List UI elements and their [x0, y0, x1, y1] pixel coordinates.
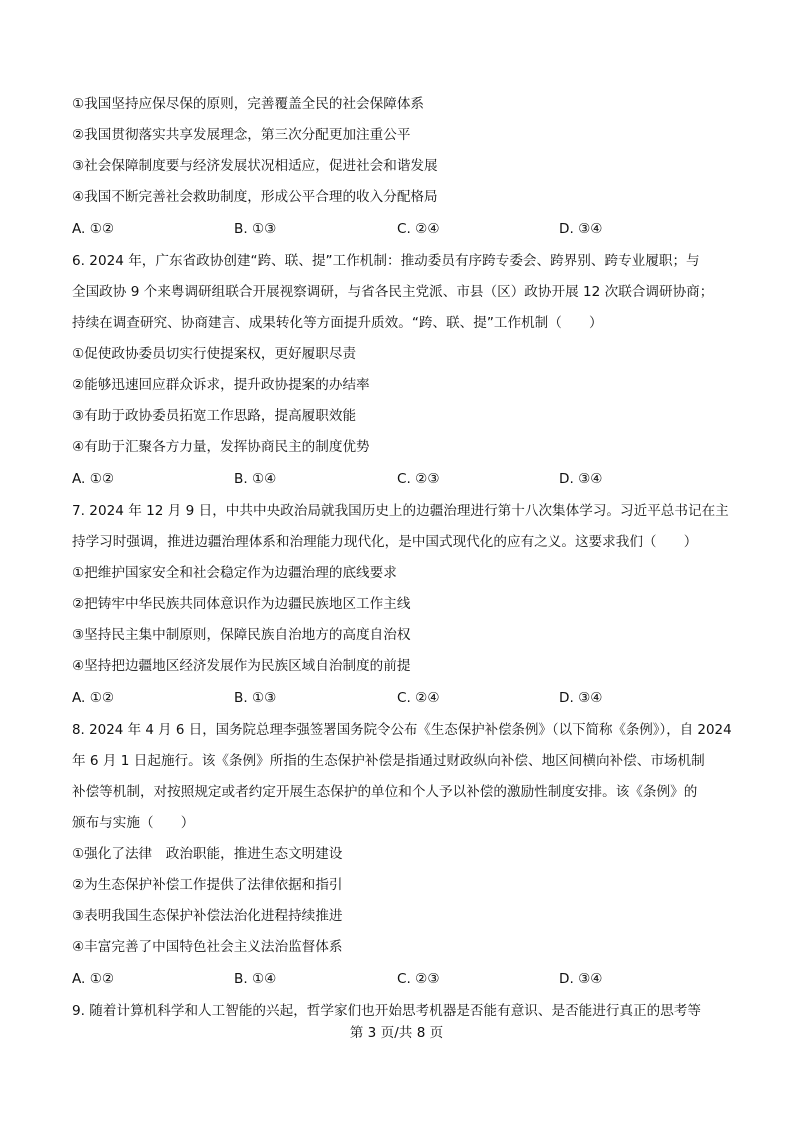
q8-statement-3: ③表明我国生态保护补偿法治化进程持续推进	[72, 908, 343, 924]
q5-option-d[interactable]: D. ③④	[559, 221, 603, 237]
q8-option-a[interactable]: A. ①②	[72, 971, 115, 987]
q8-stem-line-1: 8. 2024 年 4 月 6 日，国务院总理李强签署国务院令公布《生态保护补偿条例》（以下简称《条例》），自 2024	[72, 722, 732, 738]
q8-stem-line-4: 颁布与实施（ ）	[72, 815, 195, 831]
q7-statement-4: ④坚持把边疆地区经济发展作为民族区域自治制度的前提	[72, 658, 411, 674]
q5-option-a[interactable]: A. ①②	[72, 221, 115, 237]
q7-statement-1: ①把维护国家安全和社会稳定作为边疆治理的底线要求	[72, 565, 397, 581]
q5-options	[72, 219, 732, 239]
q5-statement-3: ③社会保障制度要与经济发展状况相适应，促进社会和谐发展	[72, 158, 438, 174]
q9-stem-line-1: 9. 随着计算机科学和人工智能的兴起，哲学家们也开始思考机器是否能有意识、是否能进行真正的思考等	[72, 1003, 702, 1019]
q7-statement-2: ②把铸牢中华民族共同体意识作为边疆民族地区工作主线	[72, 596, 411, 612]
q6-stem-line-1: 6. 2024 年，广东省政协创建“跨、联、提”工作机制：推动委员有序跨专委会、跨界别、跨专业履职；与	[72, 253, 700, 269]
q7-option-c[interactable]: C. ②④	[397, 690, 440, 706]
q8-option-d[interactable]: D. ③④	[559, 971, 603, 987]
q6-option-b[interactable]: B. ①④	[234, 471, 277, 487]
page-footer: 第 3 页/共 8 页	[349, 1025, 444, 1041]
q6-option-d[interactable]: D. ③④	[559, 471, 603, 487]
q6-stem-line-3: 持续在调查研究、协商建言、成果转化等方面提升质效。“跨、联、提”工作机制（ ）	[72, 315, 603, 331]
q5-option-c[interactable]: C. ②④	[397, 221, 440, 237]
q6-statement-2: ②能够迅速回应群众诉求，提升政协提案的办结率	[72, 377, 370, 393]
q7-option-a[interactable]: A. ①②	[72, 690, 115, 706]
q6-stem-line-2: 全国政协 9 个来粤调研组联合开展视察调研，与省各民主党派、市县（区）政协开展 12 次联合调研协商；	[72, 284, 714, 300]
q7-statement-3: ③坚持民主集中制原则，保障民族自治地方的高度自治权	[72, 627, 411, 643]
q8-stem-line-3: 补偿等机制，对按照规定或者约定开展生态保护的单位和个人予以补偿的激励性制度安排。该《条例》的	[72, 784, 698, 800]
q6-statement-1: ①促使政协委员切实行使提案权，更好履职尽责	[72, 346, 357, 362]
q7-option-b[interactable]: B. ①③	[234, 690, 277, 706]
q6-options	[72, 469, 732, 489]
q8-option-b[interactable]: B. ①④	[234, 971, 277, 987]
q6-statement-4: ④有助于汇聚各方力量，发挥协商民主的制度优势	[72, 439, 370, 455]
q8-statement-1: ①强化了法律 政治职能，推进生态文明建设	[72, 846, 343, 862]
q5-statement-4: ④我国不断完善社会救助制度，形成公平合理的收入分配格局	[72, 189, 438, 205]
q6-statement-3: ③有助于政协委员拓宽工作思路，提高履职效能	[72, 408, 357, 424]
q7-stem-line-1: 7. 2024 年 12 月 9 日，中共中央政治局就我国历史上的边疆治理进行第十八次集体学习。习近平总书记在主	[72, 503, 729, 519]
q5-statement-1: ①我国坚持应保尽保的原则，完善覆盖全民的社会保障体系	[72, 96, 425, 112]
q8-options	[72, 969, 732, 989]
q8-stem-line-2: 年 6 月 1 日起施行。该《条例》所指的生态保护补偿是指通过财政纵向补偿、地区间横向补偿、市场机制	[72, 753, 705, 769]
q5-statement-2: ②我国贯彻落实共享发展理念，第三次分配更加注重公平	[72, 127, 411, 143]
q8-statement-4: ④丰富完善了中国特色社会主义法治监督体系	[72, 939, 343, 955]
q7-stem-line-2: 持学习时强调，推进边疆治理体系和治理能力现代化，是中国式现代化的应有之义。这要求我们（ ）	[72, 534, 698, 550]
q5-option-b[interactable]: B. ①③	[234, 221, 277, 237]
q7-options	[72, 688, 732, 708]
q6-option-a[interactable]: A. ①②	[72, 471, 115, 487]
q8-option-c[interactable]: C. ②③	[397, 971, 440, 987]
q8-statement-2: ②为生态保护补偿工作提供了法律依据和指引	[72, 877, 343, 893]
q7-option-d[interactable]: D. ③④	[559, 690, 603, 706]
q6-option-c[interactable]: C. ②③	[397, 471, 440, 487]
